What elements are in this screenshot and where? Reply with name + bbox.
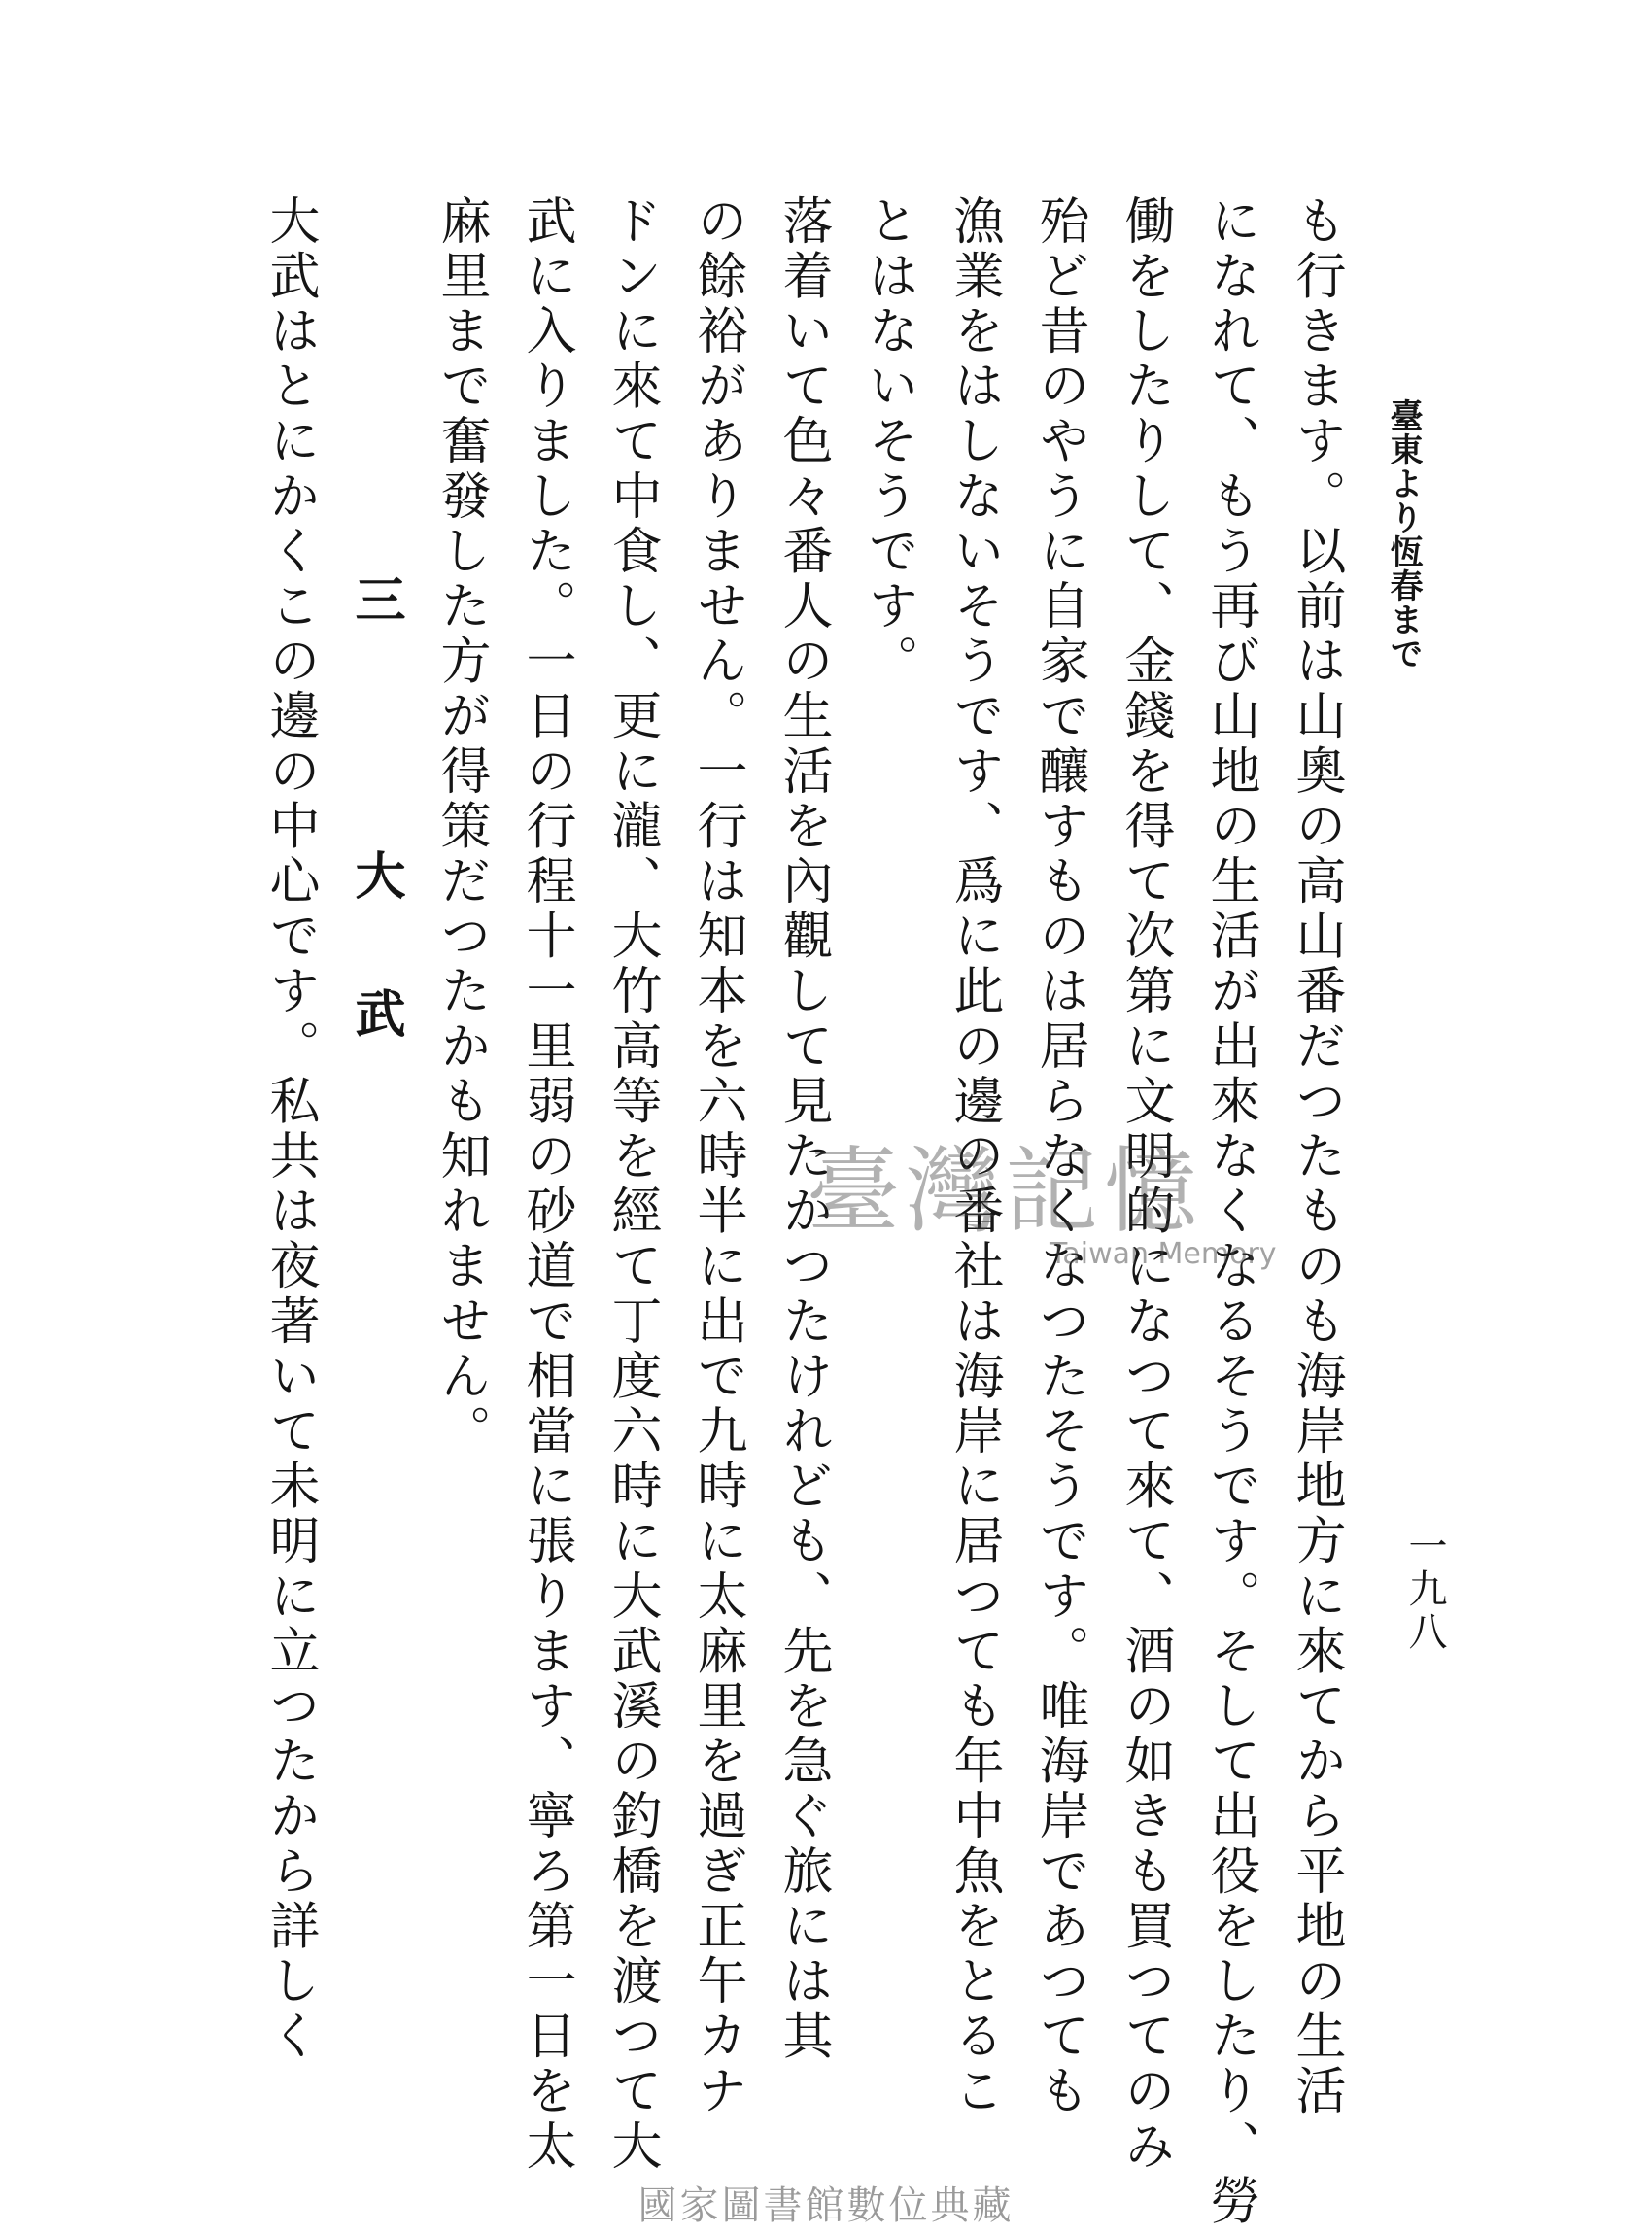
text-line: になれて、もう再び山地の生活が出來なくなるそうです。そして出役をしたり、勞 [1201,194,1259,2230]
running-header: 臺東より恆春まで [1384,398,1423,670]
text-line: 麻里まで奮發した方が得策だつたかも知れません。 [431,194,490,1460]
text-line: 落着いて色々番人の生活を內觀して見たかつたけれども、先を急ぐ旅には其 [774,194,832,2065]
footer-credit: 國家圖書館數位典藏 [637,2183,1015,2228]
text-line: ドンに來て中食し、更に瀧、大竹高等を經て丁度六時に大武溪の釣橋を渡つて大 [602,194,661,2175]
text-line: 働をしたりして、金錢を得て次第に文明的になつて來て、酒の如きも買つてのみ [1116,194,1174,2175]
page-number: 一九八 [1402,1526,1447,1654]
text-line: の餘裕がありません。一行は知本を六時半に出で九時に太麻里を過ぎ正午カナ [688,194,746,2119]
text-line: 大武はとにかくこの邊の中心です。私共は夜著いて未明に立つたから詳しく [260,194,319,2065]
watermark-subtitle: Taiwan Memory [1050,1237,1277,1271]
text-line: 漁業をはしないそうです、爲に此の邊の番社は海岸に居つても年中魚をとるこ [945,194,1003,2119]
watermark-title: 臺灣記憶 [807,1137,1203,1246]
text-line: 殆ど昔のやうに自家で釀すものは居らなくなつたそうです。唯海岸であつても [1030,194,1088,2119]
text-line: も行きます。以前は山奧の高山番だつたものも海岸地方に來てから平地の生活 [1287,194,1345,2119]
section-title: 三 大武 [346,573,405,1125]
text-line: とはないそうです。 [859,194,917,690]
text-line: 武に入りました。一日の行程十一里弱の砂道で相當に張ります、寧ろ第一日を太 [517,194,575,2175]
